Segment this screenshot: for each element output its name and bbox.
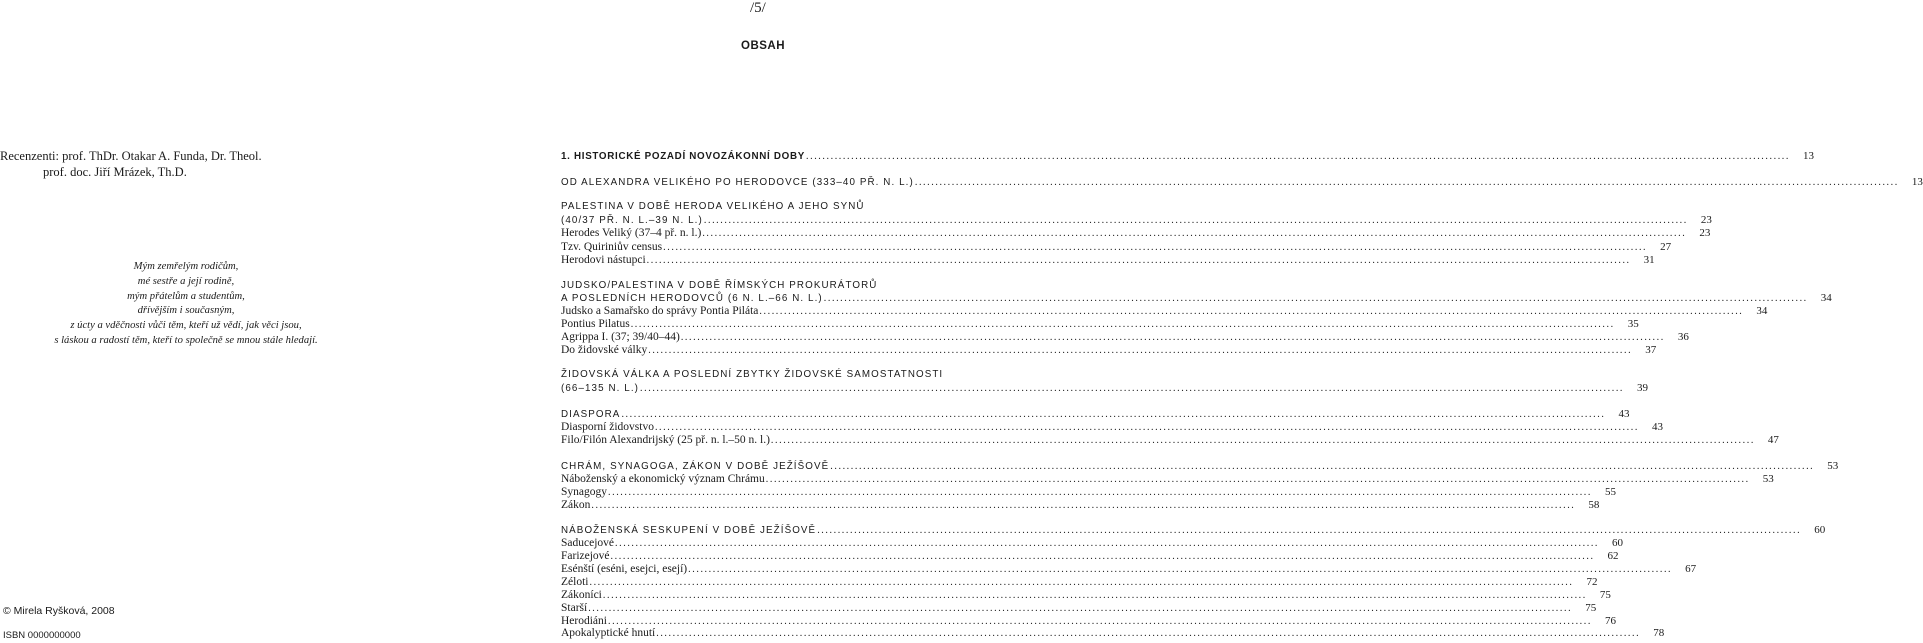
toc-leader [655,628,1640,639]
toc-entry[interactable] [561,434,1779,450]
toc-leader [620,409,1605,420]
toc-entry-chapter-1[interactable] [561,150,1814,166]
toc-entry-title: 1. HISTORICKÉ POZADÍ NOVOZÁKONNÍ DOBY [561,151,805,162]
toc-leader [614,538,1599,549]
toc-entry-title: Zéloti [561,576,589,588]
toc-entry-title: A POSLEDNÍCH HERODOVCŮ (6 N. L.–66 N. L.) [561,293,823,304]
toc-entry-title: Diasporní židovstvo [561,421,654,433]
toc-entry-title: OD ALEXANDRA VELIKÉHO PO HERODOVCE (333–40 PŘ. N. L.) [561,177,914,188]
toc-leader [602,590,1587,601]
toc-entry-title: Zákoníci [561,589,602,601]
toc-leader [701,228,1686,239]
toc-entry-page: 53 [1762,473,1774,485]
toc-entry-page: 43 [1651,421,1663,433]
toc-entry-title: Tzv. Quiriniův census [561,241,663,253]
toc-entry-title: Zákon [561,499,591,511]
toc-leader [647,345,1632,356]
dedication [40,260,332,349]
toc-entry-page: 23 [1699,227,1711,239]
toc-entry-page: 39 [1637,382,1649,394]
toc-leader [765,474,1750,485]
toc-leader [816,525,1801,536]
toc-entry-title: Starší [561,602,588,614]
toc-entry-page: 75 [1599,589,1611,601]
toc-entry-page: 62 [1607,550,1619,562]
toc-leader [805,151,1790,162]
toc-entry-page: 55 [1605,486,1616,498]
dedication-line: mým přátelům a studentům, [127,290,245,302]
toc-entry-title: Esénští (eséni, esejci, esejí) [561,563,688,575]
toc-leader [662,242,1647,253]
dedication-line: s láskou a radostí těm, kteří to společně se mnou stále hledají. [54,334,318,346]
toc-entry-title: (40/37 PŘ. N. L.–39 N. L.) [561,215,703,226]
toc-entry-title: Herodes Veliký (37–4 př. n. l.) [561,227,702,239]
toc-entry-page: 72 [1586,576,1598,588]
toc-section-title: ŽIDOVSKÁ VÁLKA A POSLEDNÍ ZBYTKY ŽIDOVSKÉ SAMOSTATNOSTI [561,369,944,380]
toc-entry-page: 36 [1677,331,1689,343]
toc-entry-title: Herodovi nástupci [561,254,646,266]
toc-entry-title: NÁBOŽENSKÁ SESKUPENÍ V DOBĚ JEŽÍŠOVĚ [561,525,817,536]
toc-entry-title: Saducejové [561,537,615,549]
toc-entry-title: Agrippa I. (37; 39/40–44) [561,331,680,343]
toc-entry-title: Synagogy [561,486,607,498]
toc-entry-page: 78 [1653,627,1665,639]
toc-entry-title: Filo/Filón Alexandrijský (25 př. n. l.–50 n. l.) [561,434,770,446]
toc-entry-page: 34 [1820,292,1832,304]
dedication-line: dřívějším i současným, [137,305,235,317]
toc-leader [590,500,1575,511]
toc-leader [607,487,1592,498]
toc-entry-zidovska-valka[interactable] [561,382,1649,398]
toc-entry-title: Herodiáni [561,615,607,627]
toc-entry-page: 60 [1612,537,1624,549]
toc-entry-page: 27 [1660,241,1672,253]
toc-entry-page: 75 [1585,602,1597,614]
toc-leader [639,383,1624,394]
toc-leader [703,215,1688,226]
toc-entry[interactable] [561,499,1600,515]
isbn: ISBN 0000000000 [3,630,81,641]
toc-entry-title: Pontius Pilatus [561,318,630,330]
reviewers [0,148,262,180]
toc-entry-page: 47 [1767,434,1779,446]
toc-entry-title: Do židovské války [561,344,648,356]
dedication-line: Mým zemřelým rodičům, [133,261,239,272]
toc-entry[interactable] [561,254,1655,270]
dedication-line: z úcty a vděčnosti vůči těm, kteří už vědí, jak věci jsou, [70,320,302,332]
toc-section-title: PALESTINA V DOBĚ HERODA VELIKÉHO A JEHO SYNŮ [561,201,865,212]
toc-entry-title: Náboženský a ekonomický význam Chrámu [561,473,765,485]
copyright-notice: © Mirela Ryšková, 2008 [3,605,115,617]
toc-entry-page: 60 [1814,524,1826,536]
toc-entry-alexandr[interactable] [561,176,1923,192]
toc-leader [914,177,1899,188]
toc-entry-page: 13 [1911,176,1923,188]
toc-heading: OBSAH [741,40,786,52]
toc-entry-page: 37 [1645,344,1657,356]
toc-entry[interactable] [561,627,1665,643]
toc-entry-title: Apokalyptické hnutí [561,627,656,639]
toc-leader [630,319,1615,330]
toc-leader [646,255,1631,266]
toc-entry-page: 43 [1618,408,1630,420]
toc-section-title: JUDSKO/PALESTINA V DOBĚ ŘÍMSKÝCH PROKURÁTORŮ [561,280,878,291]
toc-leader [687,564,1672,575]
toc-entry-page: 13 [1803,150,1814,162]
toc-entry-title: CHRÁM, SYNAGOGA, ZÁKON V DOBĚ JEŽÍŠOVĚ [561,461,830,472]
toc-leader [654,422,1639,433]
toc-leader [758,306,1743,317]
toc-leader [607,616,1592,627]
toc-entry-title: DIASPORA [561,409,621,420]
toc-entry-page: 53 [1827,460,1839,472]
toc-leader [829,461,1814,472]
reviewers-line-1: Recenzenti: prof. ThDr. Otakar A. Funda, Dr. Theol. [0,149,262,163]
toc-leader [587,603,1572,614]
toc-entry-title: Farizejové [561,550,610,562]
toc-entry-title: (66–135 N. L.) [561,383,640,394]
toc-entry-page: 67 [1685,563,1697,575]
toc-entry-page: 34 [1756,305,1768,317]
toc-entry-title: Judsko a Samařsko do správy Pontia Piláta [561,305,759,317]
toc-entry-page: 76 [1604,615,1616,627]
reviewers-line-2: prof. doc. Jiří Mrázek, Th.D. [43,165,187,179]
dedication-line: mé sestře a její rodině, [137,275,235,287]
toc-leader [610,551,1595,562]
page-number: /5/ [750,0,766,16]
toc-leader [680,332,1665,343]
toc-leader [770,435,1755,446]
toc-entry-page: 35 [1627,318,1639,330]
toc-entry-page: 23 [1700,214,1712,226]
toc-leader [588,577,1573,588]
toc-leader [823,293,1808,304]
toc-entry[interactable] [561,344,1657,360]
toc-entry-page: 31 [1643,254,1655,266]
toc-entry-page: 58 [1588,499,1600,511]
